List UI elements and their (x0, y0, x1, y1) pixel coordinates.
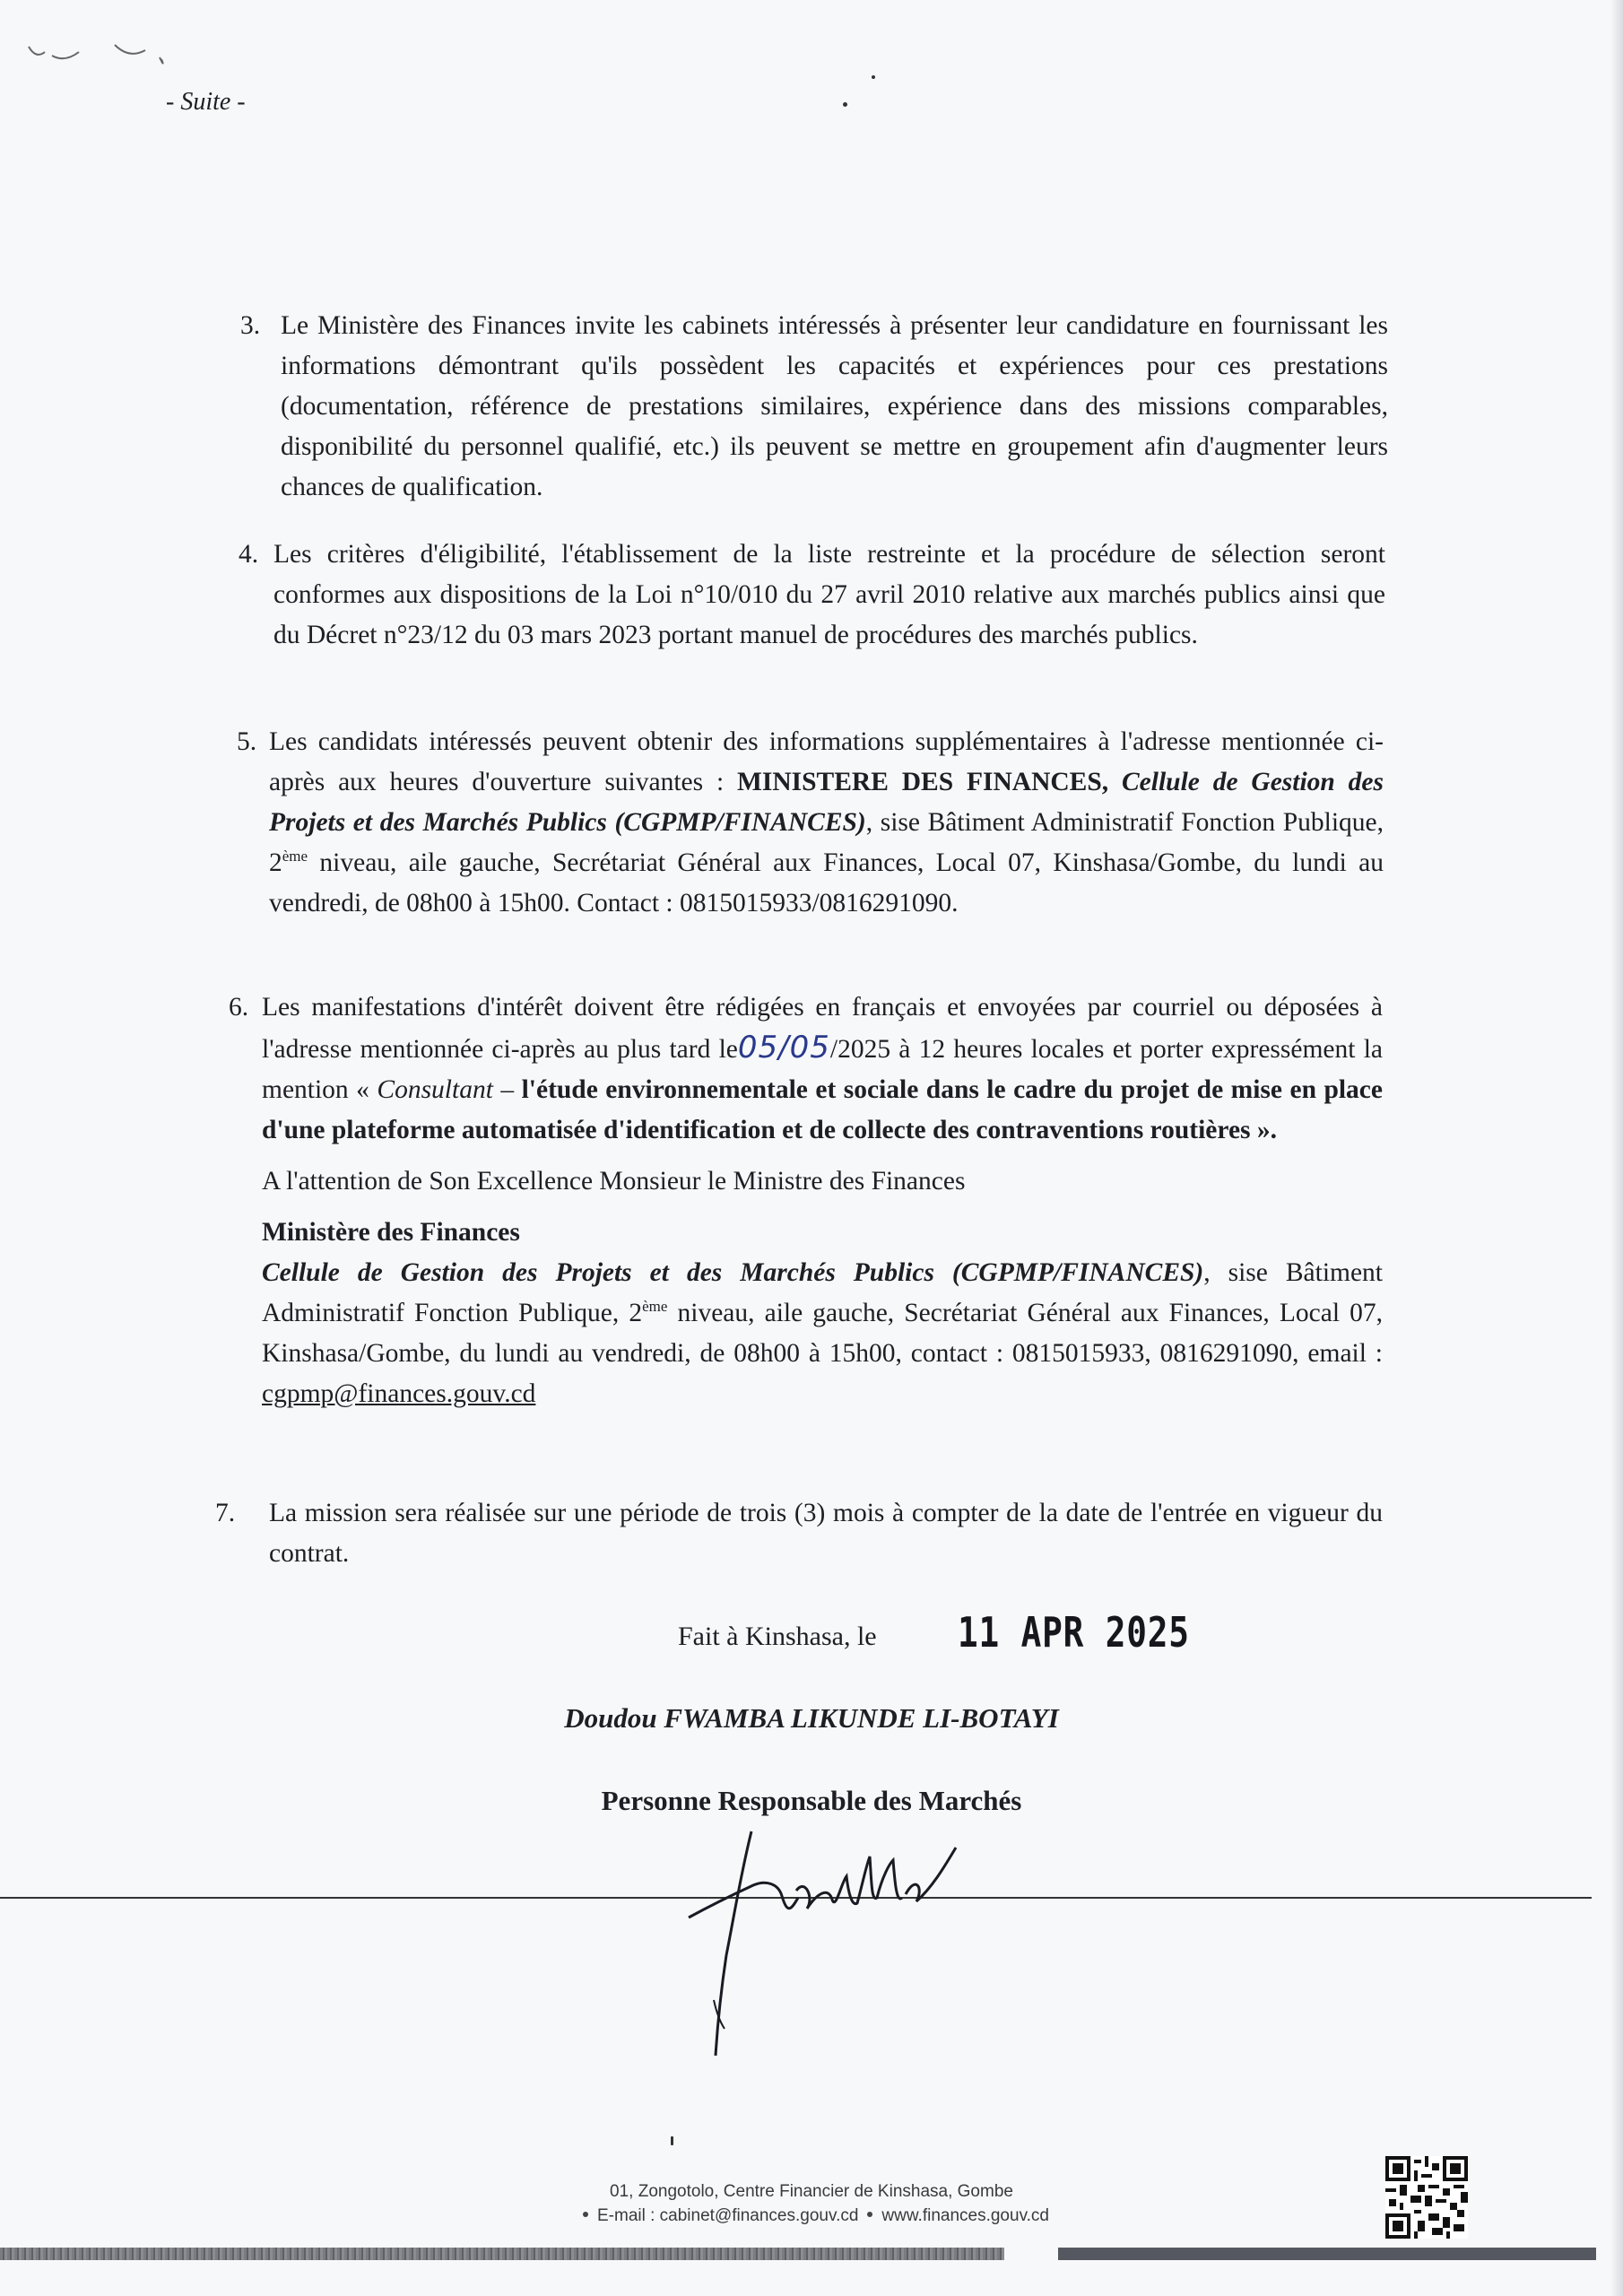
handwritten-month: 05 (789, 1030, 830, 1065)
signer-role: Personne Responsable des Marchés (601, 1785, 1022, 1816)
footer-bar-right (1058, 2248, 1596, 2260)
superscript: ème (282, 848, 308, 865)
footer-email[interactable]: E-mail : cabinet@finances.gouv.cd (597, 2206, 859, 2225)
signer-name: Doudou FWAMBA LIKUNDE LI-BOTAYI (564, 1702, 1059, 1734)
handwritten-day: 05 (737, 1030, 779, 1065)
item-number: 4. (239, 540, 259, 569)
footer-bar-left (0, 2248, 1004, 2260)
page-edge-shadow (1610, 0, 1623, 2296)
dash: – (492, 1075, 522, 1104)
footer-contacts (0, 2204, 1623, 2228)
address-part-b: niveau, aile gauche, Secrétariat Général aux Finances, Local 07, Kinshasa/Gombe, du lundi au vendredi, de 08h00 à 15h00, contact : 0815015933, 0816291090, email : (262, 1299, 1383, 1368)
deadline-text-cont: /2025 à 12 heures locales et porter expressément la mention « (262, 1035, 1383, 1104)
footer-address: 01, Zongotolo, Centre Financier de Kinshasa, Gombe (610, 2182, 1013, 2201)
scan-speck (872, 75, 875, 79)
cell-name: Cellule de Gestion des Projets et des Marchés Publics (CGPMP/FINANCES) (262, 1258, 1204, 1287)
ministry-name: Ministère des Finances (262, 1218, 520, 1247)
attention-line: A l'attention de Son Excellence Monsieur le Ministre des Finances (262, 1167, 966, 1196)
item-number: 6. (229, 993, 249, 1022)
item-4-text: Les critères d'éligibilité, l'établissement de la liste restreinte et la procédure de sélection seront conformes aux dispositions de la Loi n°10/010 du 27 avril 2010 relative aux marchés publics ainsi que du Décret n°23/12 du 03 mars 2023 portant manuel de procédures des marchés publics. (273, 540, 1385, 649)
item-5-paragraph (269, 722, 1384, 924)
deadline-text: Les manifestations d'intérêt doivent être rédigées en français et envoyées par courriel ou déposées à l'adresse mentionnée ci-après au plus tard le (262, 993, 1383, 1064)
item-number: 7. (215, 1499, 236, 1527)
item-6-text: Les manifestations d'intérêt doivent être rédigées en français et envoyées par courriel ou déposées à l'adresse mentionnée ci-après au plus tard le05/05/2025 à 12 heures locales et porter expressément la mention « Consultant – l'étude environnementale et sociale dans le cadre du projet de mise en place d'une plateforme automatisée d'identification et de collecte des contraventions routières ». (262, 993, 1383, 1144)
item-5-text (269, 722, 1384, 924)
item-7-paragraph (269, 1493, 1383, 1574)
item-6-paragraph (262, 987, 1383, 1414)
superscript: ème (642, 1298, 668, 1316)
item-7-text: La mission sera réalisée sur une période de trois (3) mois à compter de la date de l'entrée en vigueur du contrat. (269, 1499, 1383, 1568)
item-3-paragraph (281, 306, 1388, 508)
handwritten-signature (681, 1821, 1004, 2063)
footer (0, 2179, 1623, 2228)
item-number: 3. (240, 311, 261, 340)
ministry-caps: MINISTERE DES FINANCES, (737, 768, 1109, 796)
email-link[interactable]: cgpmp@finances.gouv.cd (262, 1379, 536, 1408)
date-stamp: 11 APR 2025 (958, 1608, 1190, 1657)
place-line: Fait à Kinshasa, le (678, 1622, 877, 1651)
bullet-icon (867, 2212, 872, 2217)
scan-speck (843, 102, 847, 107)
bullet-icon (583, 2212, 588, 2217)
item-number: 5. (237, 727, 257, 756)
item-4-paragraph (273, 535, 1385, 656)
item-3-text: Le Ministère des Finances invite les cabinets intéressés à présenter leur candidature en fournissant les informations démontrant qu'ils possèdent les capacités et expériences pour ces prestations (documentation, référence de prestations similaires, expérience dans des missions comparables, disponibilité du personnel qualifié, etc.) ils peuvent se mettre en groupement afin d'augmenter leurs chances de qualification. (281, 311, 1388, 501)
scan-mark (25, 32, 169, 68)
address-block (262, 1253, 1383, 1414)
cell-name: Cellule de Gestion des Projets et des Marchés Publics (CGPMP/FINANCES) (269, 768, 1384, 837)
scan-speck (671, 2136, 673, 2145)
address-part-a: , sise Bâtiment Administratif Fonction Publique, 2 (262, 1258, 1384, 1327)
item-5-intro: Les candidats intéressés peuvent obtenir des informations supplémentaires à l'adresse mentionnée ci-après aux heures d'ouverture suivantes : (269, 727, 1384, 796)
continuation-label: - Suite - (166, 88, 246, 116)
address-part-a: , sise Bâtiment Administratif Fonction Publique, 2 (269, 808, 1384, 877)
consultant-label: Consultant (377, 1075, 493, 1104)
footer-website[interactable]: www.finances.gouv.cd (881, 2206, 1049, 2225)
address-part-b: niveau, aile gauche, Secrétariat Général aux Finances, Local 07, Kinshasa/Gombe, du lundi au vendredi, de 08h00 à 15h00. Contact : 0815015933/0816291090. (269, 848, 1384, 918)
mission-title: l'étude environnementale et sociale dans le cadre du projet de mise en place d'une plateforme automatisée d'identification et de collecte des contraventions routières ». (262, 1075, 1383, 1144)
